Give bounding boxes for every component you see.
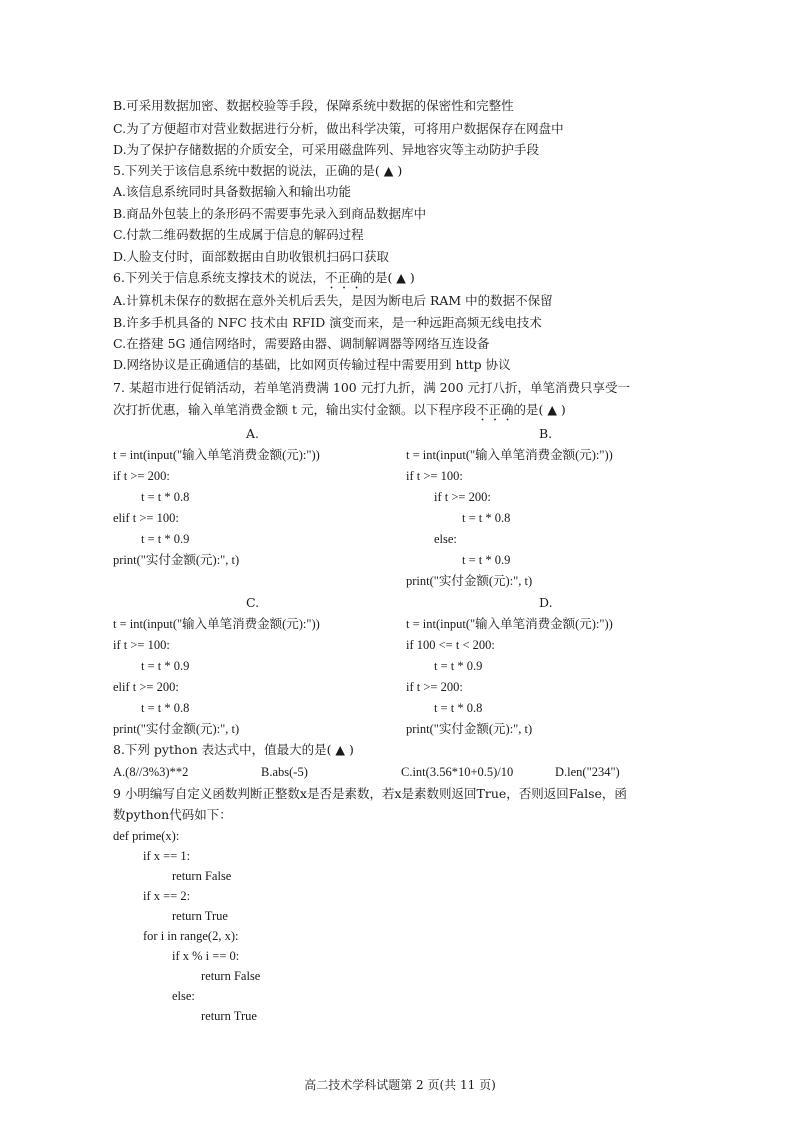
q5-option-b: B.商品外包装上的条形码不需要事先录入到商品数据库中 bbox=[113, 206, 427, 221]
q5-option-a: A.该信息系统同时具备数据输入和输出功能 bbox=[113, 184, 352, 199]
q7-c-code-line: if t >= 100: bbox=[113, 638, 170, 652]
option-b-line: B.可采用数据加密、数据校验等手段，保障系统中数据的保密性和完整性 bbox=[113, 98, 514, 113]
q8-option-d: D.len("234") bbox=[555, 765, 620, 779]
q6-option-d: D.网络协议是正确通信的基础，比如网页传输过程中需要用到 http 协议 bbox=[113, 357, 511, 372]
q9-code-line: return True bbox=[201, 1009, 257, 1023]
q7-stem-emphasis: 不正确 bbox=[475, 402, 514, 417]
q9-code-line: if x % i == 0: bbox=[172, 949, 240, 963]
q9-stem-line1: 9 小明编写自定义函数判断正整数x是否是素数，若x是素数则返回True，否则返回False，函 bbox=[113, 786, 627, 801]
q5-option-d: D.人脸支付时，面部数据由自助收银机扫码口获取 bbox=[113, 249, 390, 264]
q7-b-code-line: t = int(input("输入单笔消费金额(元):")) bbox=[406, 448, 613, 462]
q7-stem-line2 bbox=[113, 400, 566, 420]
q7-option-a-label: A. bbox=[246, 426, 260, 441]
q7-d-code-line: t = int(input("输入单笔消费金额(元):")) bbox=[406, 617, 613, 631]
q9-code-line: def prime(x): bbox=[113, 829, 180, 843]
q7-b-code-line: t = t * 0.9 bbox=[462, 553, 511, 567]
q5-stem: 5.下列关于该信息系统中数据的说法，正确的是( ▲ ) bbox=[113, 163, 403, 178]
option-d-line: D.为了保护存储数据的介质安全，可采用磁盘阵列、异地容灾等主动防护手段 bbox=[113, 142, 540, 157]
q7-stem-suffix: 的是( ▲ ) bbox=[513, 402, 566, 417]
q7-a-code-line: elif t >= 100: bbox=[113, 511, 179, 525]
q7-d-code-line: if t >= 200: bbox=[406, 680, 463, 694]
q9-code-line: else: bbox=[172, 989, 195, 1003]
q6-stem-prefix: 6.下列关于信息系统支撑技术的说法， bbox=[113, 270, 325, 285]
q6-option-c: C.在搭建 5G 通信网络时，需要路由器、调制解调器等网络互连设备 bbox=[113, 336, 490, 351]
q9-code-line: if x == 1: bbox=[143, 849, 191, 863]
q9-code-line: if x == 2: bbox=[143, 889, 191, 903]
q6-option-a: A.计算机未保存的数据在意外关机后丢失，是因为断电后 RAM 中的数据不保留 bbox=[113, 293, 553, 308]
q7-option-d-label: D. bbox=[539, 595, 553, 610]
q8-stem: 8.下列 python 表达式中，值最大的是( ▲ ) bbox=[113, 742, 354, 757]
page-footer: 高二技术学科试题第 2 页(共 11 页) bbox=[304, 1078, 496, 1092]
q7-option-c-label: C. bbox=[246, 595, 260, 610]
q7-c-code-line: elif t >= 200: bbox=[113, 680, 179, 694]
q7-stem-line1: 7. 某超市进行促销活动，若单笔消费满 100 元打九折，满 200 元打八折，单笔消费只享受一 bbox=[113, 380, 631, 395]
q7-b-code-line: t = t * 0.8 bbox=[462, 511, 511, 525]
q9-code-line: for i in range(2, x): bbox=[143, 929, 239, 943]
q7-c-code-line: t = t * 0.9 bbox=[141, 659, 190, 673]
q7-d-code-line: t = t * 0.8 bbox=[434, 701, 483, 715]
q6-option-b: B.许多手机具备的 NFC 技术由 RFID 演变而来，是一种远距高频无线电技术 bbox=[113, 315, 542, 330]
q8-option-b: B.abs(-5) bbox=[261, 765, 308, 779]
q7-a-code-line: print("实付金额(元):", t) bbox=[113, 553, 240, 567]
q7-d-code-line: print("实付金额(元):", t) bbox=[406, 722, 533, 736]
q7-b-code-line: if t >= 200: bbox=[434, 490, 491, 504]
q7-option-b-label: B. bbox=[539, 426, 553, 441]
q9-code-line: return False bbox=[201, 969, 261, 983]
q9-code-line: return True bbox=[172, 909, 228, 923]
q7-b-code-line: print("实付金额(元):", t) bbox=[406, 574, 533, 588]
q9-code-line: return False bbox=[172, 869, 232, 883]
q7-a-code-line: if t >= 200: bbox=[113, 469, 170, 483]
q7-a-code-line: t = t * 0.8 bbox=[141, 490, 190, 504]
q8-option-c: C.int(3.56*10+0.5)/10 bbox=[401, 765, 514, 779]
q6-stem-emphasis: 不正确 bbox=[324, 270, 363, 285]
q6-stem bbox=[113, 268, 415, 288]
q7-c-code-line: print("实付金额(元):", t) bbox=[113, 722, 240, 736]
q7-a-code-line: t = int(input("输入单笔消费金额(元):")) bbox=[113, 448, 320, 462]
q7-b-code-line: if t >= 100: bbox=[406, 469, 463, 483]
q5-option-c: C.付款二维码数据的生成属于信息的解码过程 bbox=[113, 227, 364, 242]
q7-d-code-line: t = t * 0.9 bbox=[434, 659, 483, 673]
q7-a-code-line: t = t * 0.9 bbox=[141, 532, 190, 546]
q8-option-a: A.(8//3%3)**2 bbox=[113, 765, 189, 779]
q6-stem-suffix: 的是( ▲ ) bbox=[362, 270, 415, 285]
option-c-line: C.为了方便超市对营业数据进行分析，做出科学决策，可将用户数据保存在网盘中 bbox=[113, 121, 564, 136]
q7-c-code-line: t = int(input("输入单笔消费金额(元):")) bbox=[113, 617, 320, 631]
q7-stem-prefix: 次打折优惠，输入单笔消费金额 t 元，输出实付金额。以下程序段 bbox=[113, 402, 476, 417]
q7-b-code-line: else: bbox=[434, 532, 457, 546]
q7-d-code-line: if 100 <= t < 200: bbox=[406, 638, 495, 652]
q7-c-code-line: t = t * 0.8 bbox=[141, 701, 190, 715]
q9-stem-line2: 数python代码如下： bbox=[113, 807, 232, 822]
